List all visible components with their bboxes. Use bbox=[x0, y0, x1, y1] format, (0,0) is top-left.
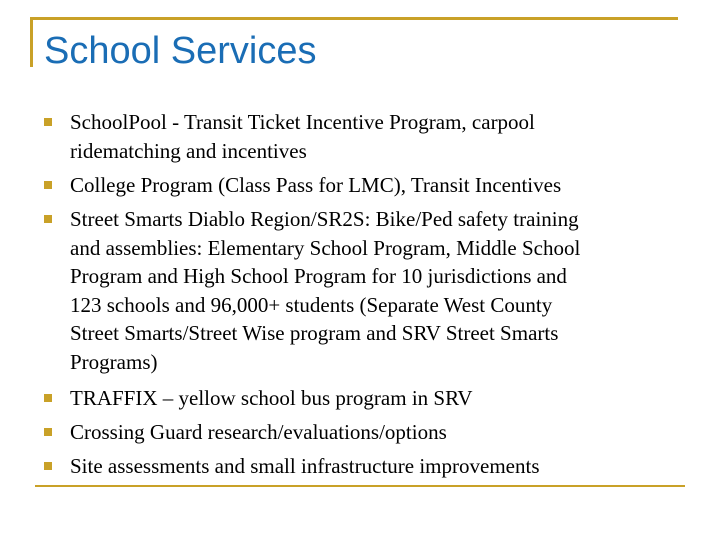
bullet-text-line: Site assessments and small infrastructure improvements bbox=[70, 454, 540, 478]
bullet-text bbox=[70, 452, 540, 481]
bullet-text-line: and assemblies: Elementary School Program, Middle School bbox=[70, 235, 581, 260]
bullet-text-line: Street Smarts/Street Wise program and SRV Street Smarts bbox=[70, 321, 559, 346]
bullet-text-line: Crossing Guard research/evaluations/options bbox=[70, 420, 447, 444]
title-frame-left-border bbox=[30, 17, 33, 67]
title-frame-top-border bbox=[30, 17, 678, 20]
bullet-text bbox=[70, 171, 561, 200]
bullet-text-line: TRAFFIX – yellow school bus program in SRV bbox=[70, 386, 473, 410]
square-bullet-icon bbox=[44, 394, 52, 402]
bullet-text-line: 123 schools and 96,000+ students (Separate West County bbox=[70, 292, 553, 317]
bullet-text bbox=[70, 108, 535, 165]
bullet-text-line: SchoolPool - Transit Ticket Incentive Program, carpool bbox=[70, 110, 535, 134]
bullet-text-line: Street Smarts Diablo Region/SR2S: Bike/Ped safety training bbox=[70, 207, 579, 231]
bullet-text-line: Programs) bbox=[70, 349, 158, 374]
slide-title: School Services bbox=[44, 30, 317, 72]
bullet-text bbox=[70, 205, 580, 377]
bullet-text bbox=[70, 384, 473, 413]
square-bullet-icon bbox=[44, 118, 52, 126]
square-bullet-icon bbox=[44, 215, 52, 223]
bottom-divider bbox=[35, 485, 685, 487]
bullet-text bbox=[70, 418, 447, 447]
bullet-text-line: College Program (Class Pass for LMC), Transit Incentives bbox=[70, 173, 562, 197]
square-bullet-icon bbox=[44, 462, 52, 470]
bullet-text-line: ridematching and incentives bbox=[70, 138, 307, 163]
bullet-text-line: Program and High School Program for 10 jurisdictions and bbox=[70, 264, 567, 289]
square-bullet-icon bbox=[44, 428, 52, 436]
square-bullet-icon bbox=[44, 181, 52, 189]
